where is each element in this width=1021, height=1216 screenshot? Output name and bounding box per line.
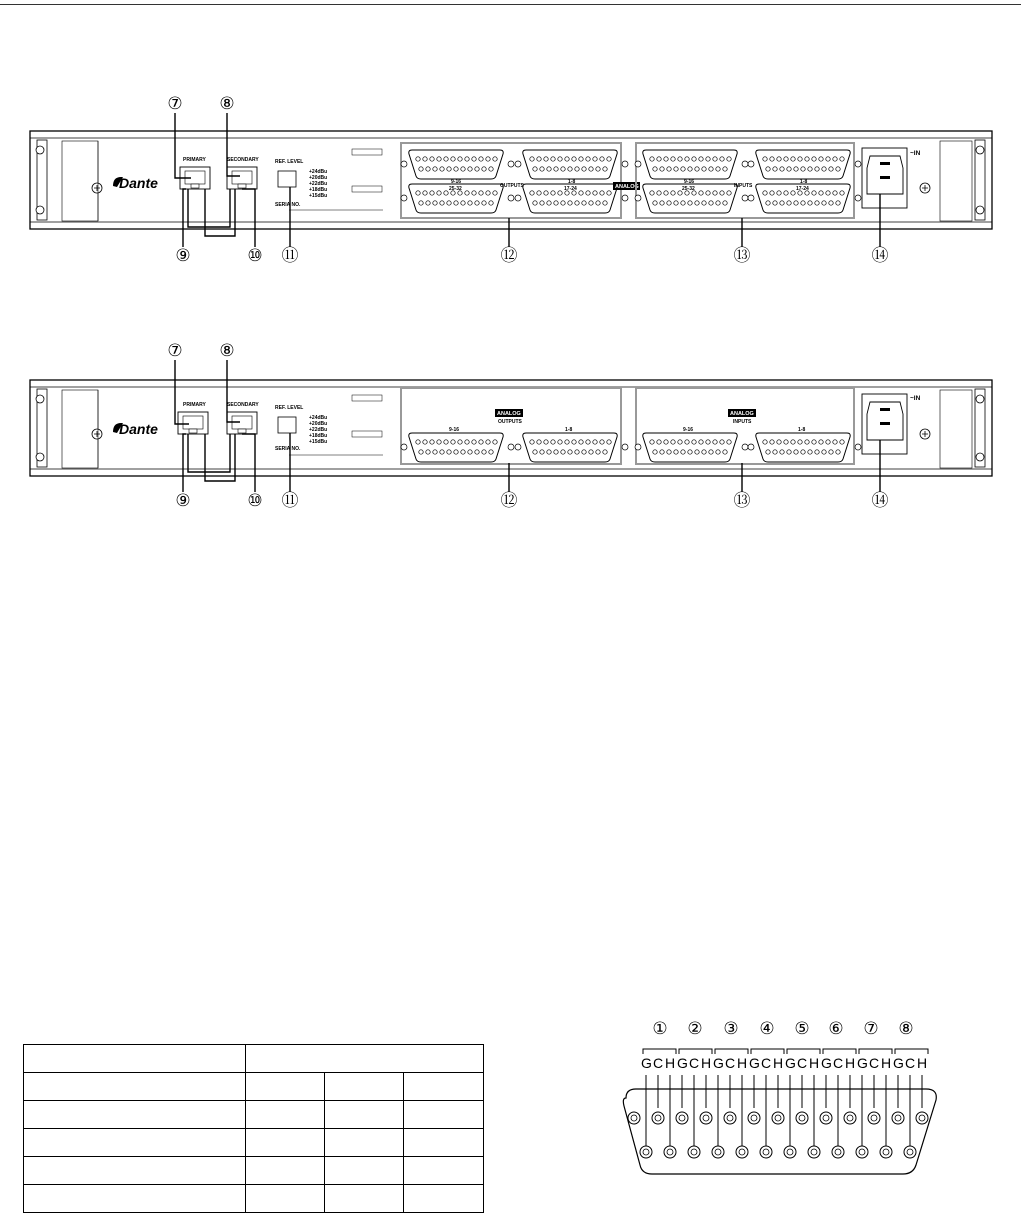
pin-g-4: G (749, 1055, 760, 1071)
table-cell (246, 1185, 325, 1213)
pin-g-1: G (641, 1055, 652, 1071)
analog-badge: ANALOG (615, 184, 639, 190)
panel-a (30, 94, 992, 266)
inputs-label: INPUTS (734, 183, 753, 189)
table-cell (404, 1101, 484, 1129)
ref-value-b-1: +24dBu (309, 415, 328, 421)
out-range-bot-2: 17-24 (564, 186, 577, 192)
table-cell (246, 1129, 325, 1157)
in-range-top-2: 1-8 (800, 179, 808, 185)
pinout-pin-letters (641, 1055, 927, 1071)
pinout-ch-8: ⑧ (898, 1019, 914, 1039)
table-cell (24, 1101, 246, 1129)
ref-value-b-3: +22dBu (309, 427, 328, 433)
table-row (24, 1073, 484, 1101)
pin-h-8: H (917, 1055, 928, 1071)
callout-b-7: ⑦ (167, 341, 183, 361)
callout-b-11: ⑪ (281, 491, 299, 511)
serial-label-b: SERIA NO. (275, 446, 301, 452)
table-cell (24, 1045, 246, 1073)
ref-value-1: +24dBu (309, 169, 328, 175)
ref-level-switch[interactable] (278, 171, 296, 187)
callout-b-9: ⑨ (175, 491, 191, 511)
table-cell (325, 1073, 404, 1101)
table-cell (246, 1045, 484, 1073)
pin-g-5: G (785, 1055, 796, 1071)
pin-g-3: G (713, 1055, 724, 1071)
ref-value-b-5: +15dBu (309, 439, 328, 445)
callout-9: ⑨ (175, 246, 191, 266)
pin-c-1: C (653, 1055, 664, 1071)
callout-b-10: ⑩ (247, 491, 263, 511)
secondary-label-b: SECONDARY (227, 402, 259, 408)
pin-c-4: C (761, 1055, 772, 1071)
callout-b-8: ⑧ (219, 341, 235, 361)
pin-g-2: G (677, 1055, 688, 1071)
ref-value-b-4: +18dBu (309, 433, 328, 439)
callout-7: ⑦ (167, 94, 183, 114)
primary-label-b: PRIMARY (183, 402, 206, 408)
outputs-label: OUTPUTS (500, 183, 524, 189)
pinout-ch-2: ② (687, 1019, 703, 1039)
analog-badge-out: ANALOG (497, 411, 521, 417)
ref-value-b-2: +20dBu (309, 421, 328, 427)
in-range-bot-1: 25-32 (682, 186, 695, 192)
in-range-top-1: 9-16 (684, 179, 695, 185)
secondary-port[interactable] (227, 167, 257, 189)
serial-label: SERIA NO. (275, 202, 301, 208)
table-cell (246, 1101, 325, 1129)
secondary-label: SECONDARY (227, 157, 259, 163)
table-cell (325, 1101, 404, 1129)
callout-b-13: ⑬ (733, 491, 751, 511)
reference-table (23, 1044, 484, 1213)
ref-level-label-b: REF. LEVEL (275, 405, 304, 411)
ref-value-2: +20dBu (309, 175, 328, 181)
pinout-ch-3: ③ (723, 1019, 739, 1039)
ref-level-switch-b[interactable] (278, 417, 296, 433)
pin-c-3: C (725, 1055, 736, 1071)
callout-8: ⑧ (219, 94, 235, 114)
table-row (24, 1185, 484, 1213)
analog-badge-in: ANALOG (730, 411, 754, 417)
panel-b-dante-logo (113, 421, 158, 437)
pin-g-8: G (893, 1055, 904, 1071)
pin-h-2: H (701, 1055, 712, 1071)
pinout-channel-numbers (652, 1019, 913, 1039)
in-range-bot-2: 17-24 (796, 186, 809, 192)
table-row (24, 1045, 484, 1073)
table-cell (404, 1157, 484, 1185)
in-range-b-2: 1-8 (798, 427, 806, 433)
table-row (24, 1157, 484, 1185)
out-range-bot-1: 25-32 (449, 186, 462, 192)
panel-a-dante-logo (113, 175, 158, 191)
pin-h-7: H (881, 1055, 892, 1071)
table-cell (24, 1185, 246, 1213)
pinout-connector (623, 1075, 936, 1174)
pinout-ch-5: ⑤ (794, 1019, 810, 1039)
pinout-ch-1: ① (652, 1019, 668, 1039)
pin-h-3: H (737, 1055, 748, 1071)
out-range-top-1: 9-16 (451, 179, 462, 185)
power-in-label-b: ~IN (910, 395, 921, 402)
panel-b (30, 341, 992, 511)
pin-g-7: G (857, 1055, 868, 1071)
pinout-ch-4: ④ (759, 1019, 775, 1039)
pin-h-1: H (665, 1055, 676, 1071)
inputs-label-b: INPUTS (733, 419, 752, 425)
pin-h-6: H (845, 1055, 856, 1071)
dante-brand-text-b: Dante (119, 421, 158, 437)
out-range-b-1: 9-16 (449, 427, 460, 433)
pin-g-6: G (821, 1055, 832, 1071)
table-cell (325, 1129, 404, 1157)
pin-c-2: C (689, 1055, 700, 1071)
table-cell (24, 1073, 246, 1101)
table-row (24, 1101, 484, 1129)
callout-14: ⑭ (871, 246, 889, 266)
callout-b-14: ⑭ (871, 491, 889, 511)
pin-h-5: H (809, 1055, 820, 1071)
table-cell (24, 1129, 246, 1157)
power-in-label: ~IN (910, 150, 921, 157)
ref-value-5: +15dBu (309, 193, 328, 199)
table-cell (404, 1073, 484, 1101)
callout-11: ⑪ (281, 246, 299, 266)
pinout-brackets (643, 1049, 928, 1054)
dante-brand-text: Dante (119, 175, 158, 191)
table-cell (24, 1157, 246, 1185)
table-row (24, 1129, 484, 1157)
pinout-ch-7: ⑦ (863, 1019, 879, 1039)
pin-c-8: C (905, 1055, 916, 1071)
table-cell (325, 1185, 404, 1213)
callout-10: ⑩ (247, 246, 263, 266)
pin-c-6: C (833, 1055, 844, 1071)
pin-c-7: C (869, 1055, 880, 1071)
table-cell (246, 1073, 325, 1101)
outputs-label-b: OUTPUTS (498, 419, 522, 425)
table-cell (246, 1157, 325, 1185)
out-range-b-2: 1-8 (565, 427, 573, 433)
primary-label: PRIMARY (183, 157, 206, 163)
ref-value-3: +22dBu (309, 181, 328, 187)
callout-13: ⑬ (733, 246, 751, 266)
callout-12: ⑫ (500, 246, 518, 266)
ref-level-label: REF. LEVEL (275, 159, 304, 165)
table-cell (404, 1185, 484, 1213)
in-range-b-1: 9-16 (683, 427, 694, 433)
ref-value-4: +18dBu (309, 187, 328, 193)
out-range-top-2: 1-8 (568, 179, 576, 185)
primary-port-b[interactable] (178, 412, 208, 434)
pin-c-5: C (797, 1055, 808, 1071)
pinout-diagram (623, 1019, 936, 1174)
table-cell (404, 1129, 484, 1157)
callout-b-12: ⑫ (500, 491, 518, 511)
pin-h-4: H (773, 1055, 784, 1071)
secondary-port-b[interactable] (227, 412, 257, 434)
pinout-ch-6: ⑥ (828, 1019, 844, 1039)
table-cell (325, 1157, 404, 1185)
